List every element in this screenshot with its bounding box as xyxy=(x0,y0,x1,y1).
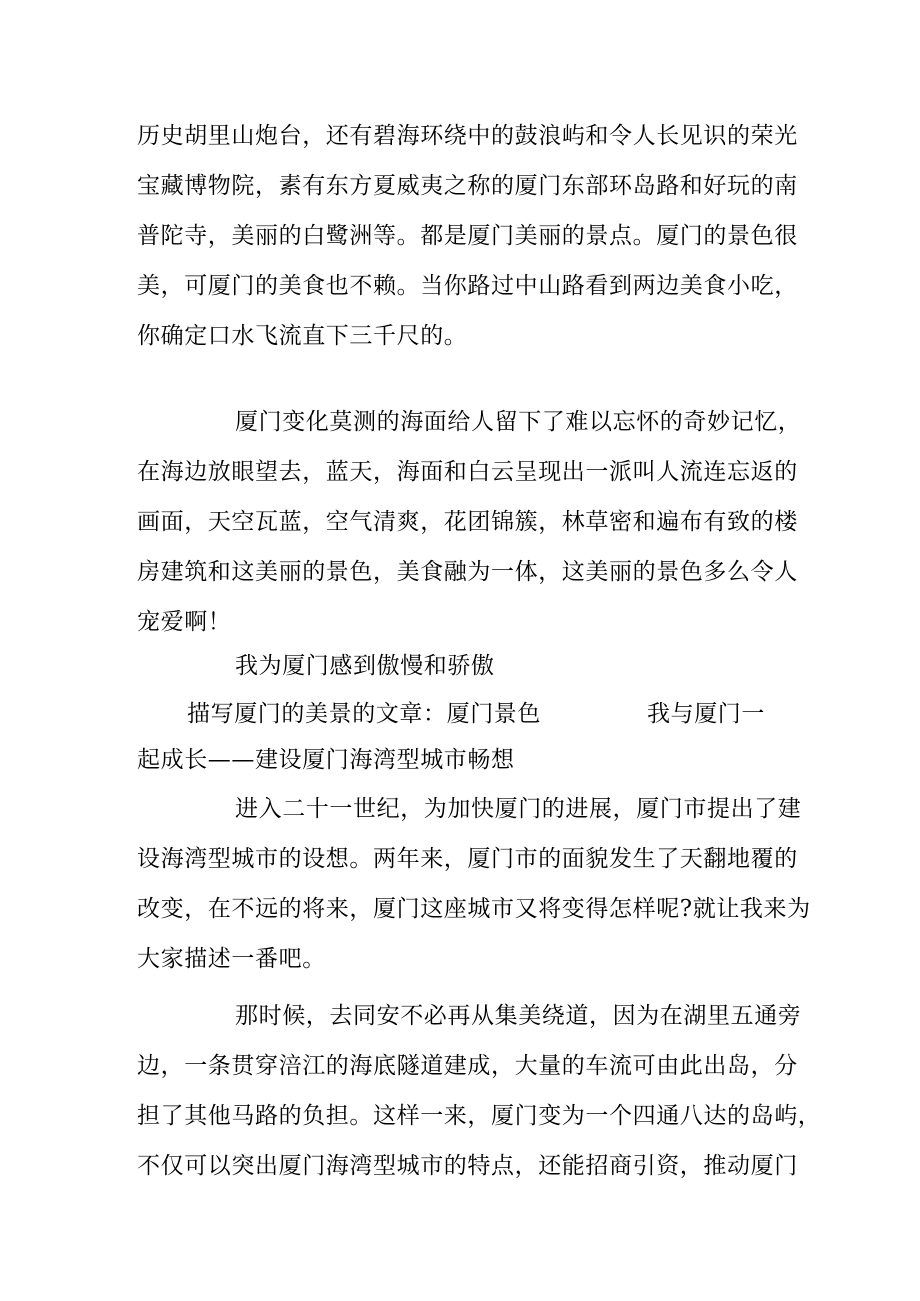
para4-line-1: 进入二十一世纪，为加快厦门的进展，厦门市提出了建 xyxy=(235,796,802,822)
para1-line-5: 你确定口水飞流直下三千尺的。 xyxy=(137,323,468,349)
para5-line-3: 担了其他马路的负担。这样一来，厦门变为一个四通八达的岛屿， xyxy=(137,1103,822,1129)
para2-line-5: 宠爱啊！ xyxy=(137,609,232,635)
para4-line-3: 改变，在不远的将来，厦门这座城市又将变得怎样呢?就让我来为 xyxy=(137,896,811,922)
para1-line-3: 普陀寺，美丽的白鹭洲等。都是厦门美丽的景点。厦门的景色很 xyxy=(137,223,798,249)
para2-line-4: 房建筑和这美丽的景色，美食融为一体，这美丽的景色多么令人 xyxy=(137,559,798,585)
para3-line-1: 我为厦门感到傲慢和骄傲 xyxy=(235,653,495,679)
heading-continuation: 起成长——建设厦门海湾型城市畅想 xyxy=(137,747,515,773)
para5-line-2: 边，一条贯穿涪江的海底隧道建成，大量的车流可由此出岛，分 xyxy=(137,1053,798,1079)
para5-line-4: 不仅可以突出厦门海湾型城市的特点，还能招商引资，推动厦门 xyxy=(137,1153,798,1179)
para5-line-1: 那时候，去同安不必再从集美绕道，因为在湖里五通旁 xyxy=(235,1003,802,1029)
para1-line-1: 历史胡里山炮台，还有碧海环绕中的鼓浪屿和令人长见识的荣光 xyxy=(137,123,798,149)
para2-line-1: 厦门变化莫测的海面给人留下了难以忘怀的奇妙记忆， xyxy=(235,409,802,435)
para1-line-4: 美，可厦门的美食也不赖。当你路过中山路看到两边美食小吃， xyxy=(137,273,798,299)
heading-left: 描写厦门的美景的文章：厦门景色 xyxy=(187,701,541,727)
para1-line-2: 宝藏博物院，素有东方夏威夷之称的厦门东部环岛路和好玩的南 xyxy=(137,173,798,199)
para2-line-3: 画面，天空瓦蓝，空气清爽，花团锦簇，林草密和遍布有致的楼 xyxy=(137,509,798,535)
para2-line-2: 在海边放眼望去，蓝天，海面和白云呈现出一派叫人流连忘返的 xyxy=(137,459,798,485)
para4-line-2: 设海湾型城市的设想。两年来，厦门市的面貌发生了天翻地覆的 xyxy=(137,846,798,872)
heading-right: 我与厦门一 xyxy=(647,701,765,727)
para4-line-4: 大家描述一番吧。 xyxy=(137,946,326,972)
